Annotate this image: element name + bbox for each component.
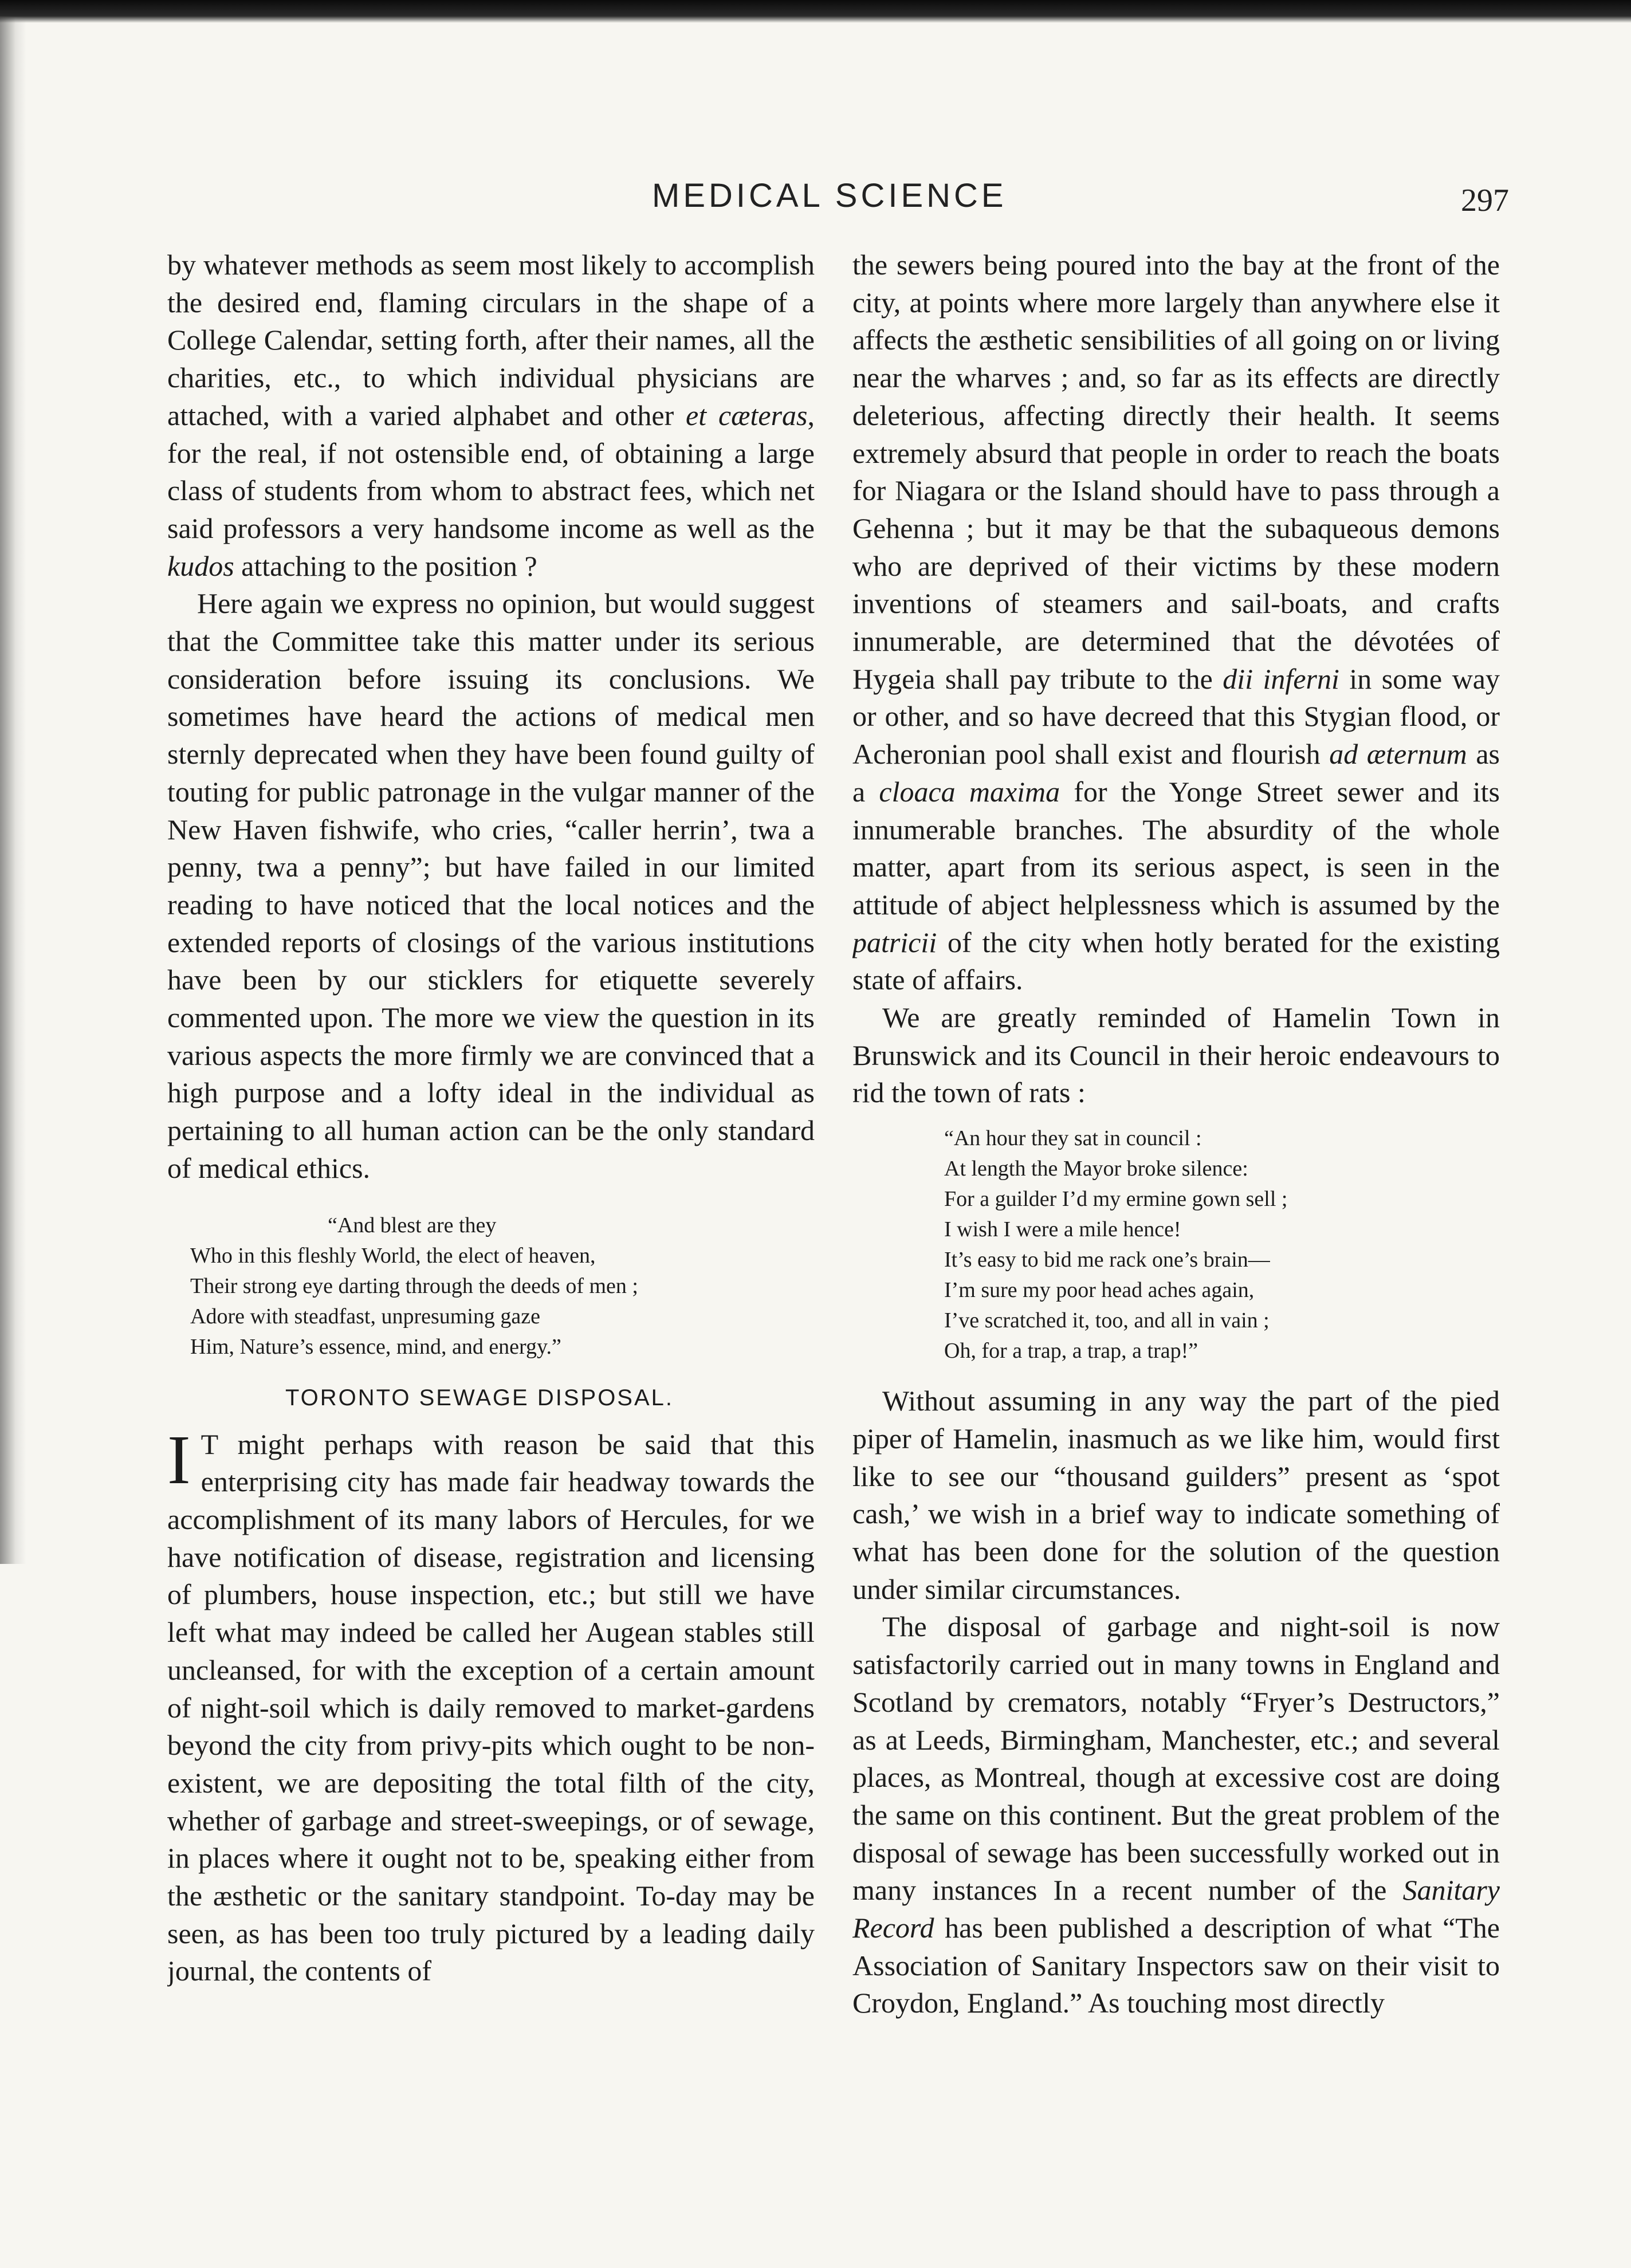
verse-line: Adore with steadfast, unpresuming gaze	[190, 1304, 540, 1328]
left-column	[167, 246, 815, 2143]
verse-line: It’s easy to bid me rack one’s brain—	[944, 1248, 1270, 1272]
paragraph: Here again we express no opinion, but would suggest that the Committee take this matter under its serious consideration before issuing its conclusions. We sometimes have heard the actions of medical men sternly deprecated when they have been found guilty of touting for public patronage in the vulgar manner of the New Haven fishwife, who cries, “caller herrin’, twa a penny, twa a penny”; but have failed in our limited reading to have noticed that the local notices and the extended reports of closings of the various institutions have been by our sticklers for etiquette severely commented upon. The more we view the question in its various aspects the more firmly we are convinced that a high purpose and a lofty ideal in the individual as pertaining to all human action can be the only standard of medical ethics.	[167, 587, 815, 1184]
paragraph	[852, 1608, 1500, 2022]
text-run: has been published a description of what “The Association of Sanitary Inspectors saw on their visit to Croydon, England.” As touching most directly	[852, 1912, 1500, 2019]
paragraph	[167, 1421, 815, 1991]
text-run: by whatever methods as seem most likely to accomplish the desired end, flaming circulars in the shape of a College Calendar, setting forth, after their names, all the charities, etc., to which individual physicians are attached, with a varied alphabet and other	[167, 249, 815, 431]
verse-line: Who in this fleshly World, the elect of heaven,	[190, 1243, 596, 1268]
verse-line: I’m sure my poor head aches again,	[944, 1278, 1255, 1303]
text-run: in some way or other, and so have decreed that this Stygian flood, or Acheronian pool shall exist and flourish	[852, 662, 1500, 771]
text-run: T might perhaps with reason be said that this enterprising city has made fair headway towards the accomplishment of its many labors of Hercules, for we have notification of disease, registration and licensing of plumbers, house inspection, etc.; but still we have left what may indeed be called her Augean stables still uncleansed, for with the exception of a certain amount of night-soil which is daily removed to market-gardens beyond the city from privy-pits which ought to be non-existent, we are depositing the total filth of the city, whether of garbage and street-sweepings, or of sewage, in places where it ought not to be, speaking either from the æsthetic or the sanitary standpoint. To-day may be seen, as has been too truly pictured by a leading daily journal, the contents of	[167, 1428, 815, 1987]
verse-line: Oh, for a trap, a trap, a trap!”	[944, 1339, 1198, 1363]
paragraph	[852, 246, 1500, 999]
verse-line: Him, Nature’s essence, mind, and energy.”	[190, 1334, 561, 1359]
text-run: the sewers being poured into the bay at the front of the city, at points where more largely than anywhere else it affects the æsthetic sensibilities of all going on or living near the wharves ; and, so far as its effects are directly deleterious, affecting directly their health. It seems extremely absurd that people in order to reach the boats for Niagara or the Island should have to pass through a Gehenna ; but it may be that the subaqueous demons who are deprived of their victims by these modern inventions of steamers and sail-boats, and crafts innumerable, are determined that the dévotées of Hygeia shall pay tribute to the	[852, 249, 1500, 695]
page-header	[0, 172, 1631, 223]
verse-line: Their strong eye darting through the deeds of men ;	[190, 1273, 638, 1298]
running-title: MEDICAL SCIENCE	[652, 177, 1007, 214]
verse-line: I’ve scratched it, too, and all in vain ;	[944, 1308, 1270, 1333]
italic-text: patricii	[852, 926, 937, 958]
right-column	[852, 246, 1500, 2143]
text-run: for the Yonge Street sewer and its innumerable branches. The absurdity of the whole matter, apart from its serious aspect, is seen in the attitude of abject helplessness which is assumed by the	[852, 775, 1500, 921]
text-run: , for the real, if not ostensible end, of obtaining a large class of students from whom to abstract fees, which net said professors a very handsome income as well as the	[167, 399, 815, 544]
verse-quote	[167, 1210, 815, 1362]
text-run: as a	[852, 738, 1500, 808]
drop-cap: I	[167, 1421, 191, 1499]
text-run: The disposal of garbage and night-soil is now satisfactorily carried out in many towns in England and Scotland by cremators, notably “Fryer’s Destructors,” as at Leeds, Birmingham, Manchester, etc.; and several places, as Montreal, though at excessive cost are doing the same on this continent. But the great problem of the disposal of sewage has been successfully worked out in many instances In a recent number of the	[852, 1610, 1500, 1907]
italic-text: dii inferni	[1223, 662, 1339, 695]
text-run: attaching to the position ?	[234, 549, 537, 582]
paragraph	[167, 246, 815, 585]
italic-text: Sanitary Record	[852, 1874, 1500, 1944]
italic-text: kudos	[167, 549, 234, 582]
text-run: of the city when hotly berated for the existing state of affairs.	[852, 926, 1500, 996]
scan-left-edge	[0, 17, 26, 1564]
verse-line: At length the Mayor broke silence:	[944, 1157, 1248, 1181]
paragraph: Without assuming in any way the part of the pied piper of Hamelin, inasmuch as we like him, would first like to see our “thousand guilders” present as ‘spot cash,’ we wish in a brief way to indicate something of what has been done for the solution of the question under similar circumstances.	[852, 1385, 1500, 1605]
italic-text: ad æternum	[1329, 738, 1467, 771]
verse-line: “And blest are they	[328, 1213, 497, 1237]
section-heading: TORONTO SEWAGE DISPOSAL.	[285, 1385, 674, 1410]
verse-line: “An hour they sat in council :	[944, 1126, 1202, 1151]
verse-line: For a guilder I’d my ermine gown sell ;	[944, 1187, 1288, 1212]
page-number: 297	[1461, 183, 1509, 218]
italic-text: et cæteras	[686, 399, 808, 431]
verse-quote	[852, 1123, 1500, 1366]
verse-line: I wish I were a mile hence!	[944, 1217, 1181, 1242]
italic-text: cloaca maxima	[879, 775, 1060, 808]
paragraph: We are greatly reminded of Hamelin Town in Brunswick and its Council in their heroic endeavours to rid the town of rats :	[852, 1001, 1500, 1109]
scan-top-border	[0, 0, 1631, 23]
